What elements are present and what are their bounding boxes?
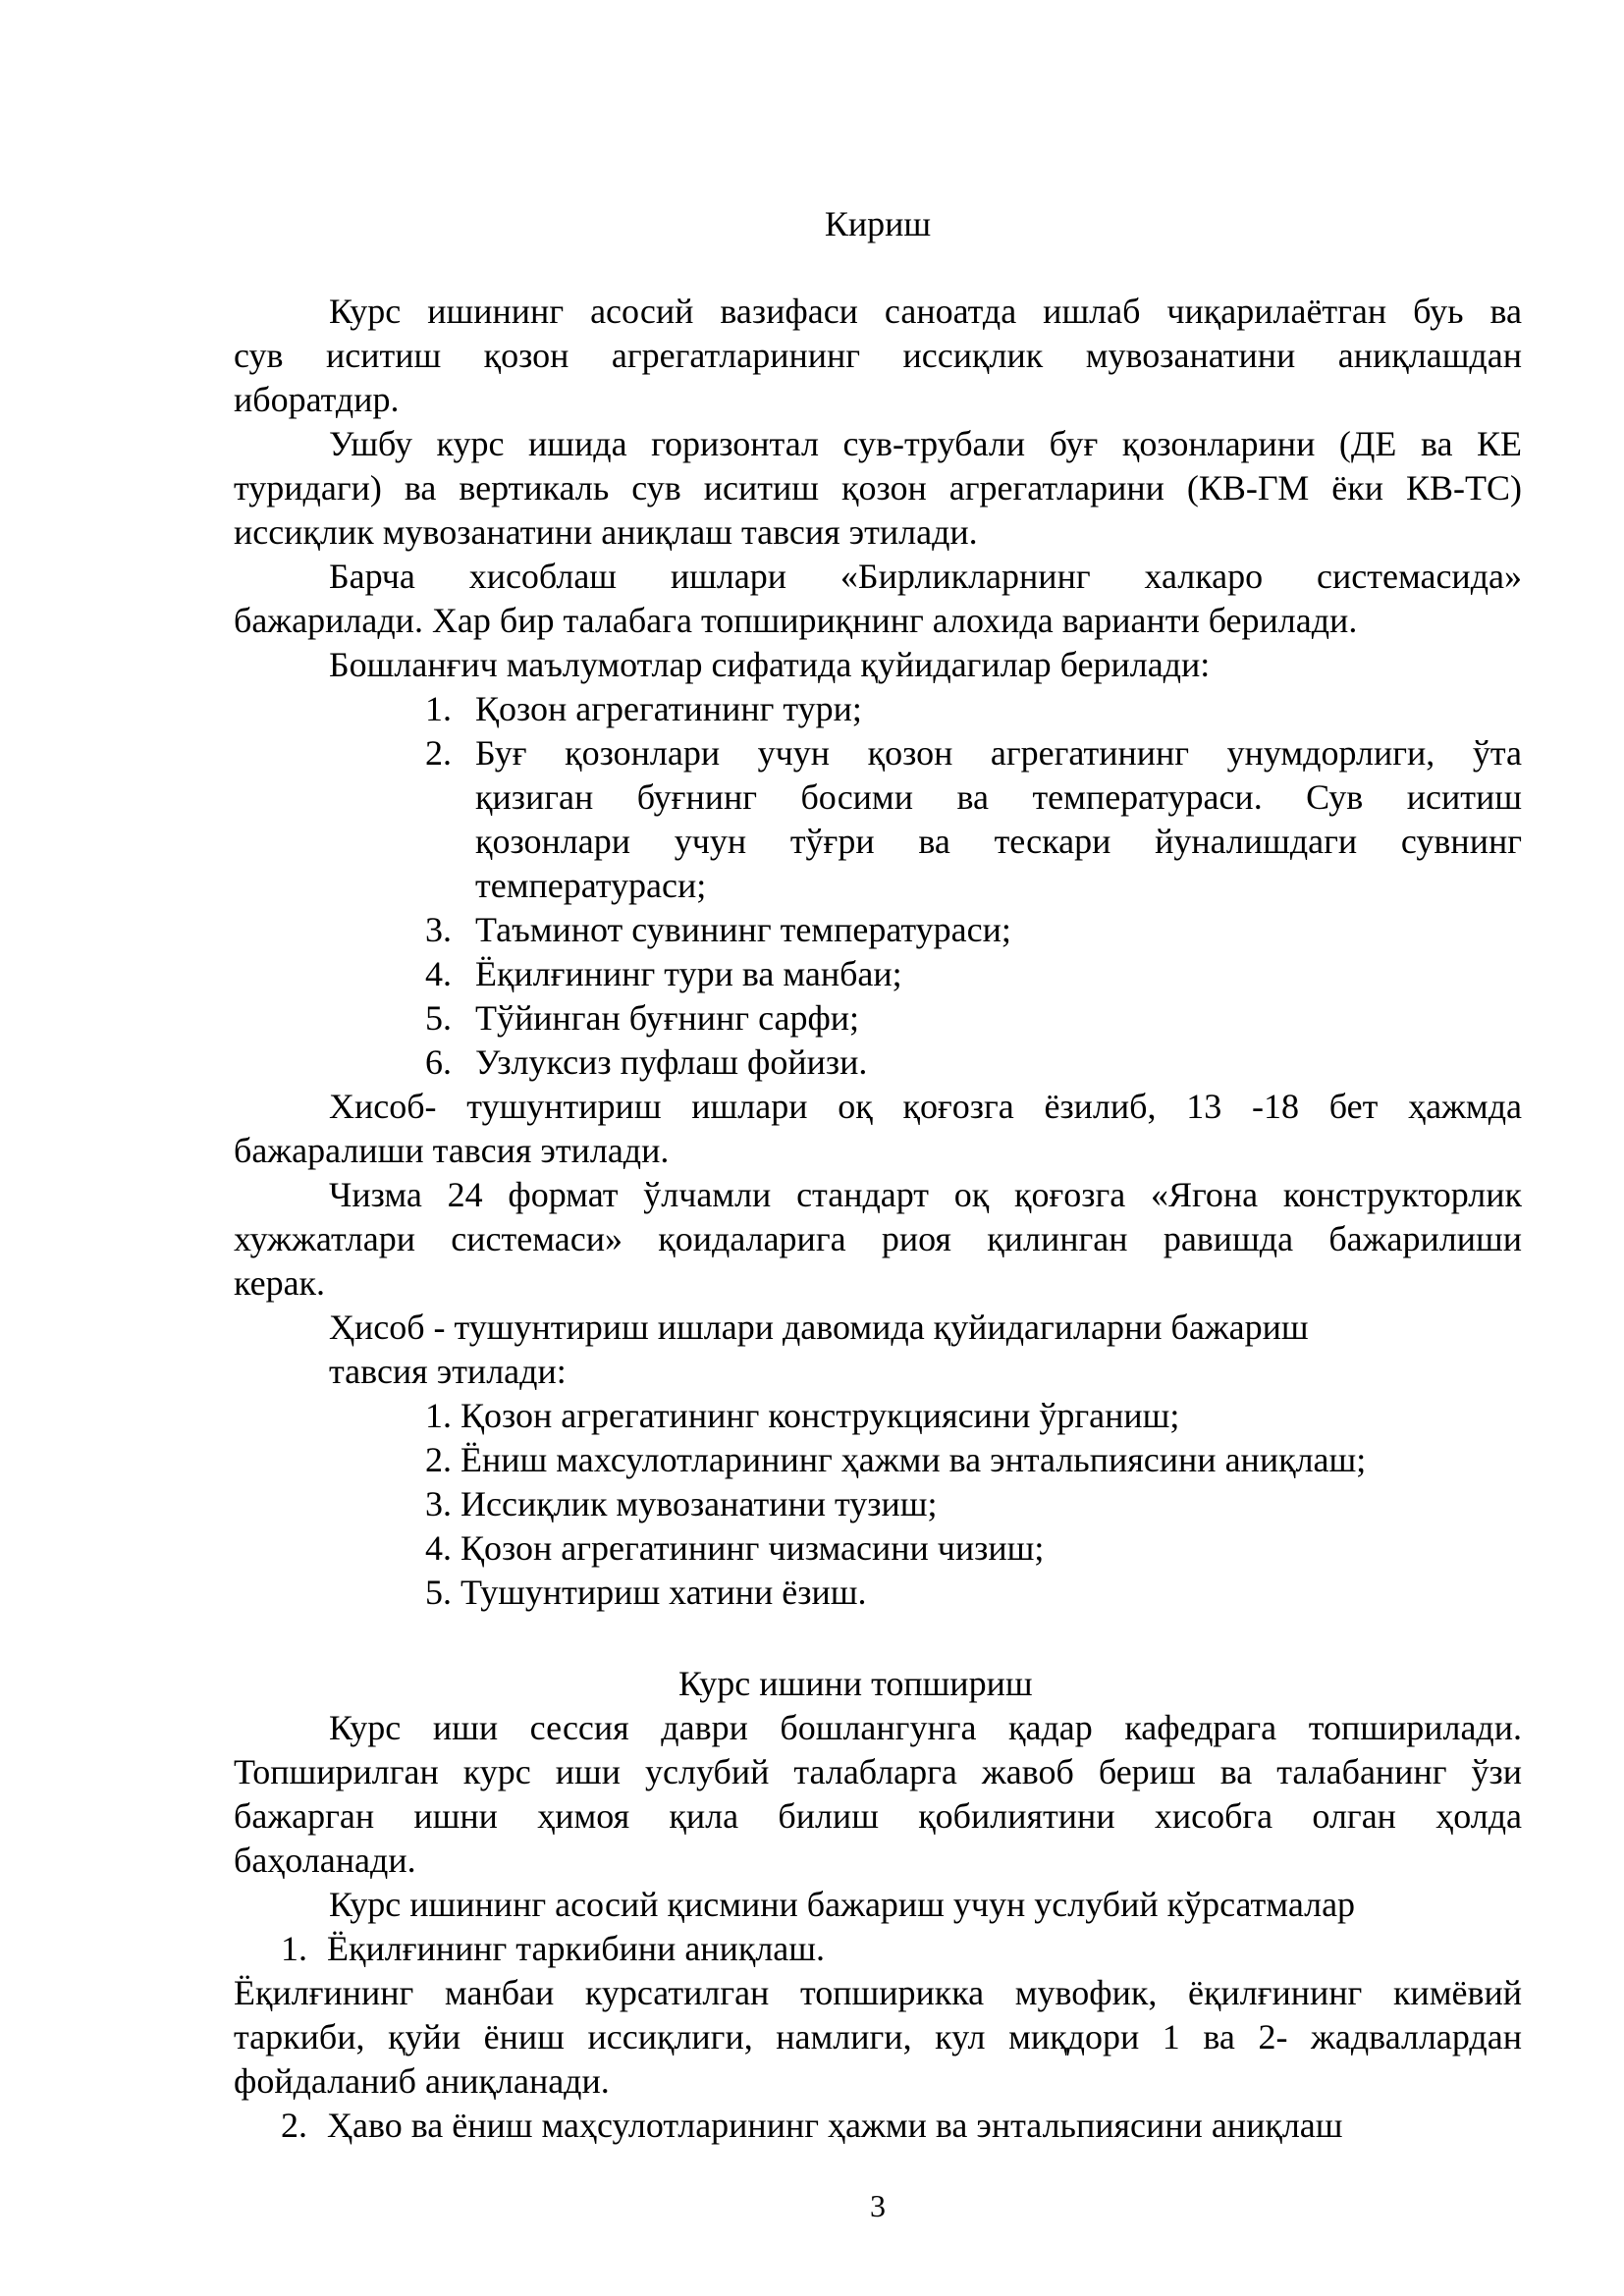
paragraph-line: иборатдир.	[234, 380, 400, 419]
paragraph-line: сув иситиш қозон агрегатларининг иссиқлик мувозанатини аниқлашдан	[234, 336, 1522, 375]
paragraph-line: хужжатлари системаси» қоидаларига риоя қилинган равишда бажарилиши	[234, 1219, 1522, 1258]
paragraph-line: бажарган ишни ҳимоя қила билиш қобилиятини хисобга олган ҳолда	[234, 1796, 1522, 1836]
list-item-number: 3.	[425, 910, 452, 949]
section-title-submission: Курс ишини топшириш	[678, 1664, 1033, 1703]
paragraph-line: тавсия этилади:	[329, 1352, 567, 1391]
section-title-intro: Кириш	[824, 204, 932, 243]
paragraph-line: бажаралиши тавсия этилади.	[234, 1131, 670, 1170]
list-item: 2. Ёниш махсулотларининг ҳажми ва энтальпиясини аниқлаш;	[425, 1440, 1367, 1479]
list-item: 4. Қозон агрегатининг чизмасини чизиш;	[425, 1528, 1045, 1568]
list-item-number: 2.	[425, 733, 452, 773]
paragraph-line: баҳоланади.	[234, 1841, 416, 1880]
list-item: 3. Иссиқлик мувозанатини тузиш;	[425, 1484, 938, 1523]
list-item-number: 6.	[425, 1042, 452, 1082]
paragraph-line: Курс иши сессия даври бошлангунга қадар кафедрага топширилади.	[329, 1708, 1522, 1747]
paragraph-line: туридаги) ва вертикаль сув иситиш қозон агрегатларини (КВ-ГМ ёки КВ-ТС)	[234, 468, 1522, 507]
paragraph-line: Хисоб- тушунтириш ишлари оқ қоғозга ёзилиб, 13 -18 бет ҳажмда	[329, 1087, 1522, 1126]
list-item-number: 1.	[281, 1929, 307, 1968]
paragraph-line: Курс ишининг асосий вазифаси саноатда ишлаб чиқарилаётган буь ва	[329, 292, 1522, 331]
paragraph-line: керак.	[234, 1263, 326, 1303]
paragraph-line: Ҳисоб - тушунтириш ишлари давомида қуйидагиларни бажариш	[329, 1308, 1309, 1347]
list-item-number: 1.	[425, 689, 452, 728]
list-item-text: температураси;	[475, 866, 707, 905]
page-number: 3	[870, 2188, 886, 2223]
paragraph-line: Чизма 24 формат ўлчамли стандарт оқ қоғозга «Ягона конструкторлик	[329, 1175, 1522, 1214]
paragraph-line: таркиби, қуйи ёниш иссиқлиги, намлиги, кул миқдори 1 ва 2- жадваллардан	[234, 2017, 1522, 2056]
list-item-text: Таъминот сувининг температураси;	[475, 910, 1011, 949]
paragraph-line: Бошланғич маълумотлар сифатида қуйидагилар берилади:	[329, 645, 1211, 684]
paragraph-line: Ёқилғининг манбаи курсатилган топширикка мувофик, ёқилғининг кимёвий	[234, 1973, 1522, 2012]
list-item-number: 4.	[425, 954, 452, 993]
paragraph-line: иссиқлик мувозанатини аниқлаш тавсия этилади.	[234, 512, 978, 552]
list-item-number: 2.	[281, 2106, 307, 2145]
paragraph-line: Барча хисоблаш ишлари «Бирликларнинг халкаро системасида»	[329, 557, 1522, 596]
list-item-text: Қозон агрегатининг тури;	[475, 689, 862, 728]
list-item-text: Буғ қозонлари учун қозон агрегатининг унумдорлиги, ўта	[475, 733, 1522, 773]
list-item-text: Ёқилғининг тури ва манбаи;	[475, 954, 902, 993]
list-item-text: Ёқилғининг таркибини аниқлаш.	[327, 1929, 825, 1968]
paragraph-line: Курс ишининг асосий қисмини бажариш учун услубий кўрсатмалар	[329, 1885, 1356, 1924]
list-item-text: қозонлари учун тўғри ва тескари йуналишдаги сувнинг	[475, 822, 1522, 861]
list-item-text: Ҳаво ва ёниш маҳсулотларининг ҳажми ва энтальпиясини аниқлаш	[327, 2106, 1343, 2145]
paragraph-line: фойдаланиб аниқланади.	[234, 2061, 610, 2101]
list-item-text: Тўйинган буғнинг сарфи;	[475, 998, 860, 1038]
list-item-text: Узлуксиз пуфлаш фойизи.	[475, 1042, 868, 1082]
list-item-text: қизиган буғнинг босими ва температураси. Сув иситиш	[475, 777, 1522, 817]
list-item: 1. Қозон агрегатининг конструкциясини ўрганиш;	[425, 1396, 1180, 1435]
paragraph-line: Ушбу курс ишида горизонтал сув-трубали буғ қозонларини (ДЕ ва КЕ	[329, 424, 1522, 463]
list-item: 5. Тушунтириш хатини ёзиш.	[425, 1573, 867, 1612]
paragraph-line: бажарилади. Хар бир талабага топшириқнинг алохида варианти берилади.	[234, 601, 1358, 640]
list-item-number: 5.	[425, 998, 452, 1038]
paragraph-line: Топширилган курс иши услубий талабларга жавоб бериш ва талабанинг ўзи	[234, 1752, 1522, 1791]
